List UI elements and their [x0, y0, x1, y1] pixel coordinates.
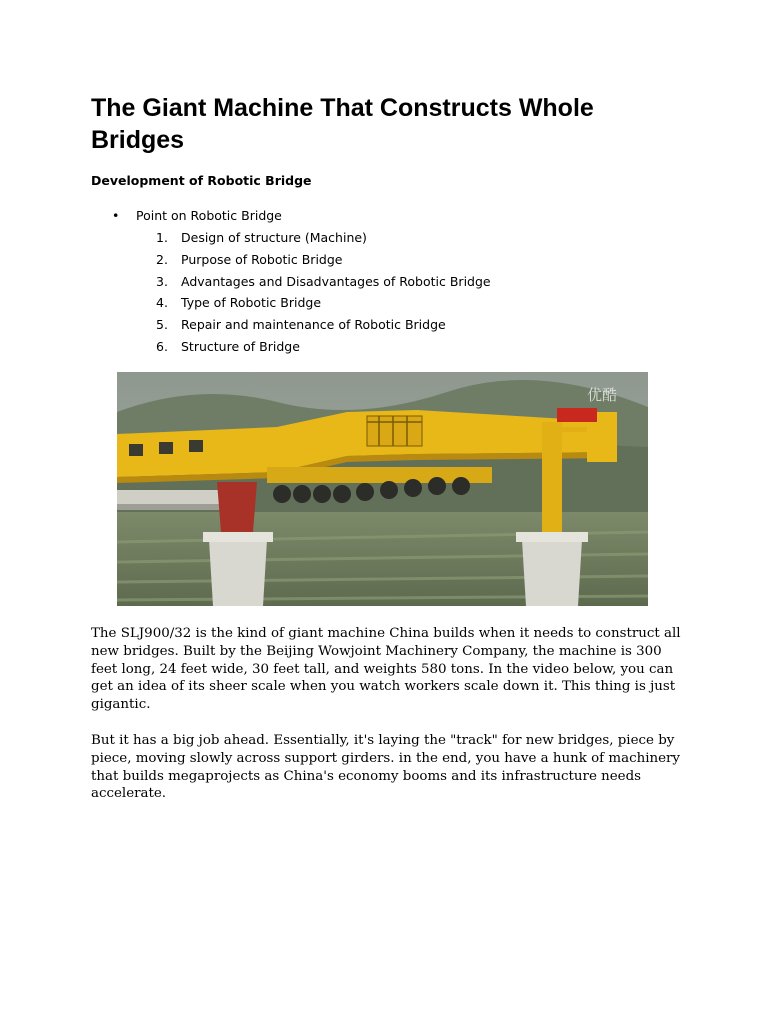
bullet-symbol: •	[112, 208, 120, 223]
list-item	[156, 273, 491, 295]
list-number: 6.	[156, 338, 168, 354]
machine-cab	[367, 416, 422, 446]
numbered-list	[156, 229, 491, 360]
girder-window	[159, 442, 173, 454]
list-number: 1.	[156, 230, 168, 245]
bridge-machine-photo	[117, 372, 648, 606]
list-item	[156, 294, 491, 316]
bridge-deck	[117, 490, 227, 504]
list-item	[156, 229, 491, 251]
bullet-text: Point on Robotic Bridge	[136, 208, 282, 223]
bridge-deck-shadow	[117, 504, 227, 510]
list-text: Structure of Bridge	[181, 338, 300, 354]
list-number: 3.	[156, 273, 168, 289]
list-text: Purpose of Robotic Bridge	[181, 251, 343, 267]
bridge-machine-illustration	[117, 372, 648, 606]
list-text: Type of Robotic Bridge	[181, 295, 322, 311]
section-subheading: Development of Robotic Bridge	[91, 173, 312, 188]
front-leg	[542, 422, 562, 532]
list-text: Repair and maintenance of Robotic Bridge	[181, 317, 446, 333]
list-item	[156, 338, 491, 360]
girder-window	[129, 444, 143, 456]
list-item	[156, 251, 491, 273]
list-item	[156, 316, 491, 338]
pier-left-cap	[203, 532, 273, 542]
list-number: 2.	[156, 251, 168, 267]
red-banner	[557, 408, 597, 422]
paragraph: But it has a big job ahead. Essentially, it's laying the "track" for new bridges, piece by piece, moving slowly across support girders. in the end, you have a hunk of machinery that builds megaprojects as China's economy booms and its infrastructure needs accelerate.	[91, 733, 680, 802]
paragraph: The SLJ900/32 is the kind of giant machine China builds when it needs to construct all new bridges. Built by the Beijing Wowjoint Machinery Company, the machine is 300 feet long, 24 feet wide, 30 feet tall, and weights 580 tons. In the video below, you can get an idea of its sheer scale when you watch workers scale down it. This thing is just gigantic.	[91, 626, 681, 713]
list-text: Design of structure (Machine)	[181, 230, 367, 245]
video-watermark: 优酷	[587, 386, 618, 404]
rear-leg	[217, 482, 257, 532]
list-text: Advantages and Disadvantages of Robotic Bridge	[181, 273, 491, 289]
page-title: The Giant Machine That Constructs Whole Bridges	[91, 94, 594, 154]
pier-right	[522, 540, 582, 606]
girder-window	[189, 440, 203, 452]
list-number: 4.	[156, 295, 168, 311]
bullet-item	[112, 207, 282, 224]
list-number: 5.	[156, 317, 168, 333]
pier-right-cap	[516, 532, 588, 542]
pier-left	[209, 540, 267, 606]
